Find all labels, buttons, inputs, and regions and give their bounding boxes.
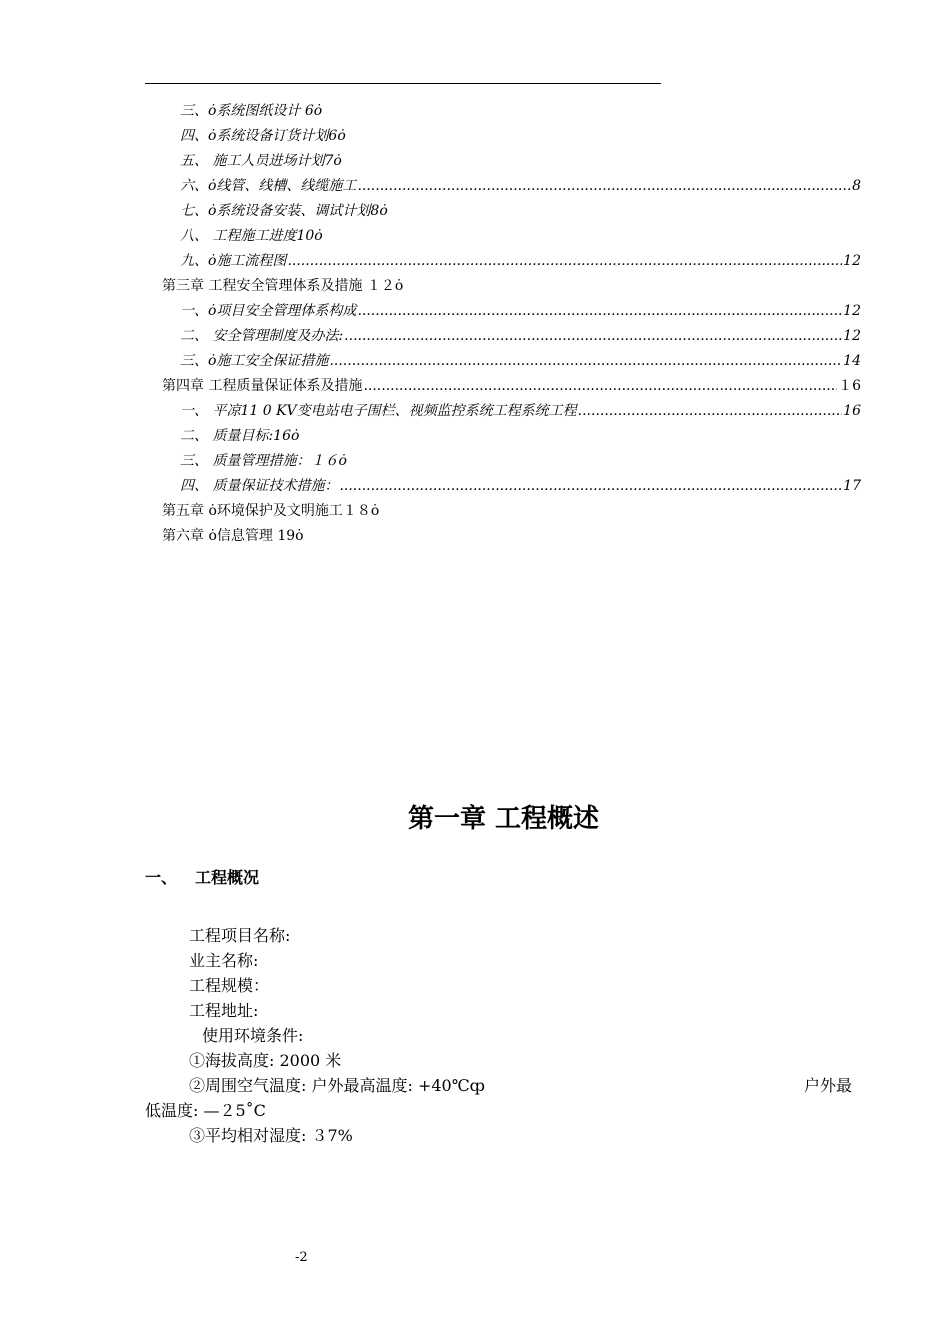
toc-leader-dots — [287, 253, 842, 269]
toc-entry[interactable] — [180, 475, 861, 499]
toc-entry[interactable] — [180, 400, 861, 424]
toc-entry-title: 二、 质量目标:16ȯ — [180, 428, 300, 444]
toc-entry[interactable] — [180, 225, 861, 249]
toc-leader-dots — [329, 353, 842, 369]
toc-entry-page: 17 — [843, 478, 861, 494]
toc-leader-dots — [578, 403, 843, 419]
page-number: -2 — [295, 1250, 308, 1265]
toc-leader-dots — [357, 178, 851, 194]
temperature-line-end: 户外最 — [804, 1076, 853, 1095]
env-conditions-line: 使用环境条件: — [202, 1026, 304, 1045]
toc-entry[interactable] — [162, 525, 861, 549]
toc-leader-dots — [344, 328, 842, 344]
toc-entry[interactable] — [180, 425, 861, 449]
toc-entry[interactable] — [180, 300, 861, 324]
toc-entry-title: 一、 平凉11 0 KV变电站电子围栏、视频监控系统工程系统工程 — [180, 403, 577, 419]
toc-entry[interactable] — [180, 250, 861, 274]
toc-entry-title: 二、 安全管理制度及办法: — [180, 328, 344, 344]
toc-entry[interactable] — [180, 350, 861, 374]
toc-entry-title: 第三章 工程安全管理体系及措施 １２ȯ — [162, 278, 404, 294]
toc-entry-title: 八、 工程施工进度10ȯ — [180, 228, 323, 244]
toc-entry-title: 四、 质量保证技术措施： — [180, 478, 339, 494]
toc-entry[interactable] — [180, 125, 861, 149]
toc-entry[interactable] — [180, 325, 861, 349]
temperature-line-cont: 低温度: —２5˚C — [145, 1101, 266, 1120]
header-rule — [145, 83, 661, 84]
toc-entry-page: 12 — [843, 303, 861, 319]
toc-entry-page: 8 — [852, 178, 861, 194]
toc-leader-dots — [363, 378, 837, 394]
toc-entry-title: 六、ȯ线管、线槽、线缆施工 — [180, 178, 357, 194]
toc-entry-title: 四、ȯ系统设备订货计划6ȯ — [180, 128, 346, 144]
toc-entry-title: 三、 质量管理措施：１６ȯ — [180, 453, 347, 469]
toc-entry-page: 12 — [843, 328, 861, 344]
section-heading — [145, 865, 259, 888]
toc-entry[interactable] — [180, 175, 861, 199]
project-scale-line: 工程规模： — [189, 976, 270, 995]
toc-entry[interactable] — [180, 200, 861, 224]
section-title: 工程概况 — [195, 868, 260, 887]
toc-entry-title: 三、ȯ系统图纸设计 6ȯ — [180, 103, 323, 119]
owner-name-line: 业主名称: — [189, 951, 259, 970]
toc-entry-page: 12 — [843, 253, 861, 269]
toc-entry[interactable] — [180, 450, 861, 474]
toc-entry-page: 16 — [843, 403, 861, 419]
toc-entry[interactable] — [180, 100, 861, 124]
toc-entry-title: 一、ȯ项目安全管理体系构成 — [180, 303, 357, 319]
toc-leader-dots — [339, 478, 842, 494]
toc-entry[interactable] — [180, 150, 861, 174]
project-name-line: 工程项目名称: — [189, 926, 291, 945]
toc-entry[interactable] — [162, 275, 861, 299]
toc-entry-title: 七、ȯ系统设备安装、调试计划8ȯ — [180, 203, 388, 219]
toc-entry-title: 第五章 ȯ环境保护及文明施工１８ȯ — [162, 503, 380, 519]
toc-entry[interactable] — [162, 375, 861, 399]
toc-leader-dots — [357, 303, 842, 319]
toc-entry[interactable] — [162, 500, 861, 524]
altitude-line: ①海拔高度: 2000 米 — [189, 1051, 342, 1070]
project-address-line: 工程地址: — [189, 1001, 259, 1020]
toc-entry-page: 14 — [843, 353, 861, 369]
temperature-line: ②周围空气温度: 户外最高温度: +40℃ȹ — [189, 1076, 485, 1095]
toc-entry-title: 第四章 工程质量保证体系及措施 — [162, 378, 363, 394]
toc-entry-title: 五、 施工人员进场计划7ȯ — [180, 153, 342, 169]
chapter-title: 第一章 工程概述 — [407, 804, 600, 834]
toc-entry-title: 九、ȯ施工流程图 — [180, 253, 287, 269]
section-number: 一、 — [145, 868, 178, 887]
toc-entry-title: 三、ȯ施工安全保证措施 — [180, 353, 329, 369]
toc-entry-page: １6 — [838, 378, 861, 394]
toc-entry-title: 第六章 ȯ信息管理 19ȯ — [162, 528, 304, 544]
humidity-line: ③平均相对湿度: ３7% — [189, 1126, 353, 1145]
